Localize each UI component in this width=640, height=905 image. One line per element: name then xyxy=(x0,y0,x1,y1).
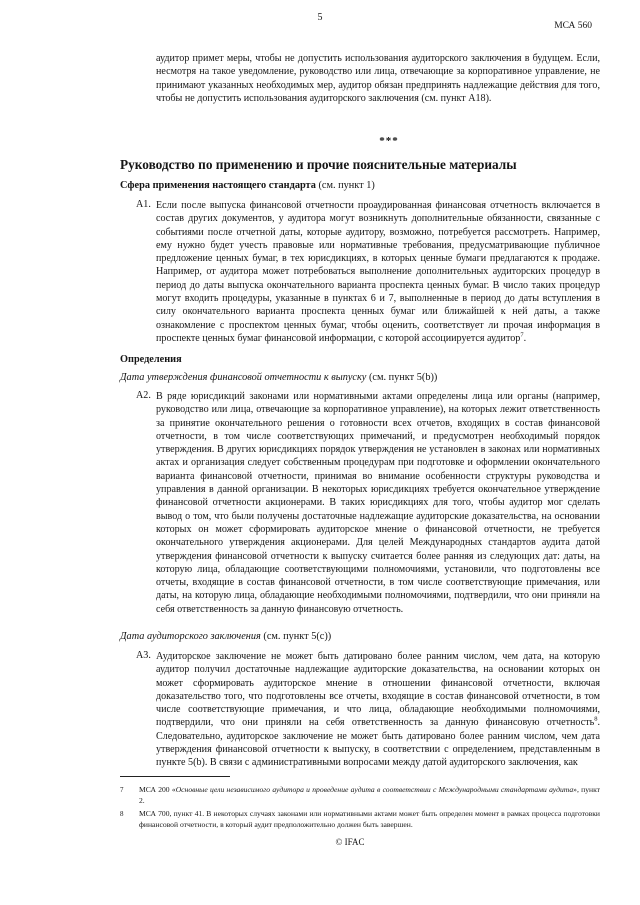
paragraph-a3-text-2: . Следовательно, аудиторское заключение не может быть датировано более ранним числом, чем дата утверждения финансовой отчетности к выпуску, в соответствии с определением, представленным в пункте 5(b). В связи с административными вопросами между датой аудиторского заключения, как xyxy=(156,717,600,769)
copyright-footer: © IFAC xyxy=(335,837,365,847)
footnote-ref-7: 7 xyxy=(520,331,524,339)
paragraph-a1-end: . xyxy=(523,332,527,344)
intro-paragraph: аудитор примет меры, чтобы не допустить использования аудиторского заключения в будущем. Если, несмотря на такое уведомление, руководство или лица, отвечающие за корпоративное управление, не принимают указанных необходимых мер, аудитор обязан предпринять надлежащие действия для того, чтобы не допустить использования аудиторского заключения (см. пункт А18). xyxy=(156,53,600,104)
subheading-report-date xyxy=(120,631,331,642)
footnote-divider xyxy=(120,776,230,777)
footnote-ref-8: 8 xyxy=(594,716,598,724)
subheading-approval-date-ref: (см. пункт 5(b)) xyxy=(366,372,438,383)
paragraph-a2: В ряде юрисдикций законами или нормативными актами определены лица или органы (например, руководство или лица, отвечающие за корпоративное управление), на которых лежит ответственность за принятие окончательного решения о готовности всех отчетов, входящих в состав финансовой отчетности, в том числе соответствующих примечаний, и предусмотрен необходимый порядок утверждения. В других юрисдикциях порядок утверждения не установлен в законах или нормативных актах и организация следует собственным процедурам при подготовке и оформлении окончательного варианта финансовой отчетности, принимая во внимание особенности структуры руководства и управления в данной организации. В некоторых юрисдикциях требуется окончательное утверждение финансовой отчетности акционерами. В таких юрисдикциях для того, чтобы аудитор мог сделать вывод о том, что были получены достаточные надлежащие аудиторские доказательства, на основании которых он может сформировать аудиторское мнение о финансовой отчетности, не требуется окончательного утверждения акционерами. Для целей Международных стандартов аудита датой утверждения финансовой отчетности к выпуску считается более ранняя из следующих дат: даты, на которую лица, обладающие соответствующими полномочиями, установили, что подготовлены все отчеты, входящие в состав финансовой отчетности, в том числе соответствующие примечания, или даты, на которую лица, обладающие необходимыми полномочиями, подтвердили, что они приняли на себя ответственность за данную финансовую отчетность. xyxy=(156,391,600,615)
page-number: 5 xyxy=(317,12,323,23)
standard-code: МСА 560 xyxy=(554,21,592,31)
subheading-approval-date xyxy=(120,372,437,383)
separator: *** xyxy=(379,135,399,147)
scope-heading-title: Сфера применения настоящего стандарта xyxy=(120,180,316,191)
footnote-7-post: », пункт 2. xyxy=(139,785,600,805)
paragraph-a3-text-1: Аудиторское заключение не может быть датировано более ранним числом, чем дата, на которую аудитор получил достаточные надлежащие аудиторские доказательства, на основании которых он может сформировать аудиторское мнение в отношении финансовой отчетности, включая доказательство того, что подготовлены все отчеты, входящие в состав финансовой отчетности, в том числе соответствующие примечания, и что лица, обладающие необходимыми полномочиями, подтвердили, что они приняли на себя ответственность за данную финансовую отчетность xyxy=(156,651,600,729)
subheading-report-date-title: Дата аудиторского заключения xyxy=(120,631,261,642)
subheading-approval-date-title: Дата утверждения финансовой отчетности к выпуску xyxy=(120,372,367,383)
paragraph-a1 xyxy=(156,199,600,345)
footnote-8: МСА 700, пункт 41. В некоторых случаях законами или нормативными актами может быть определен момент в рамках процесса подготовки финансовой отчетности, в который аудит предположительно должен быть завершен. xyxy=(139,809,600,829)
footnote-7-number: 7 xyxy=(120,786,124,794)
scope-heading-ref: (см. пункт 1) xyxy=(315,180,375,191)
footnote-7-title: Основные цели независимого аудитора и проведение аудита в соответствии с Международными стандартами аудита xyxy=(175,785,574,794)
para-label-a2: A2. xyxy=(136,390,151,401)
footnote-8-number: 8 xyxy=(120,810,124,818)
footnote-7 xyxy=(139,785,600,806)
paragraph-a3 xyxy=(156,650,600,770)
paragraph-a1-text: Если после выпуска финансовой отчетности проаудированная финансовая отчетность включается в состав других документов, у аудитора могут возникнуть дополнительные обязанности, связанные с событиями после отчетной даты, которые аудитору, возможно, потребуется рассмотреть. Например, ему нужно будет учесть правовые или нормативные требования, предусматривающие публичное предложение ценных бумаг, в тех юрисдикциях, в которых ценные бумаги предлагаются к продаже. Например, от аудитора может потребоваться выполнение дополнительных аудиторских процедур в период до даты выпуска окончательного варианта проспекта ценных бумаг. В число таких процедур могут входить процедуры, указанные в пунктах 6 и 7, выполненные в период до даты вступления в силу окончательного варианта проспекта ценных бумаг или ближайшей к ней даты, а также ознакомление с проспектом ценных бумаг, чтобы оценить, соответствует ли прочая информация в проспекте ценных бумаг финансовой информации, с которой ассоциируется аудитор xyxy=(156,200,600,344)
para-label-a3: A3. xyxy=(136,650,151,661)
footnote-7-pre: МСА 200 « xyxy=(139,785,176,794)
para-label-a1: A1. xyxy=(136,199,151,210)
definitions-heading: Определения xyxy=(120,354,182,365)
subheading-report-date-ref: (см. пункт 5(c)) xyxy=(260,631,332,642)
section-title: Руководство по применению и прочие пояснительные материалы xyxy=(120,157,517,172)
scope-heading xyxy=(120,180,375,191)
